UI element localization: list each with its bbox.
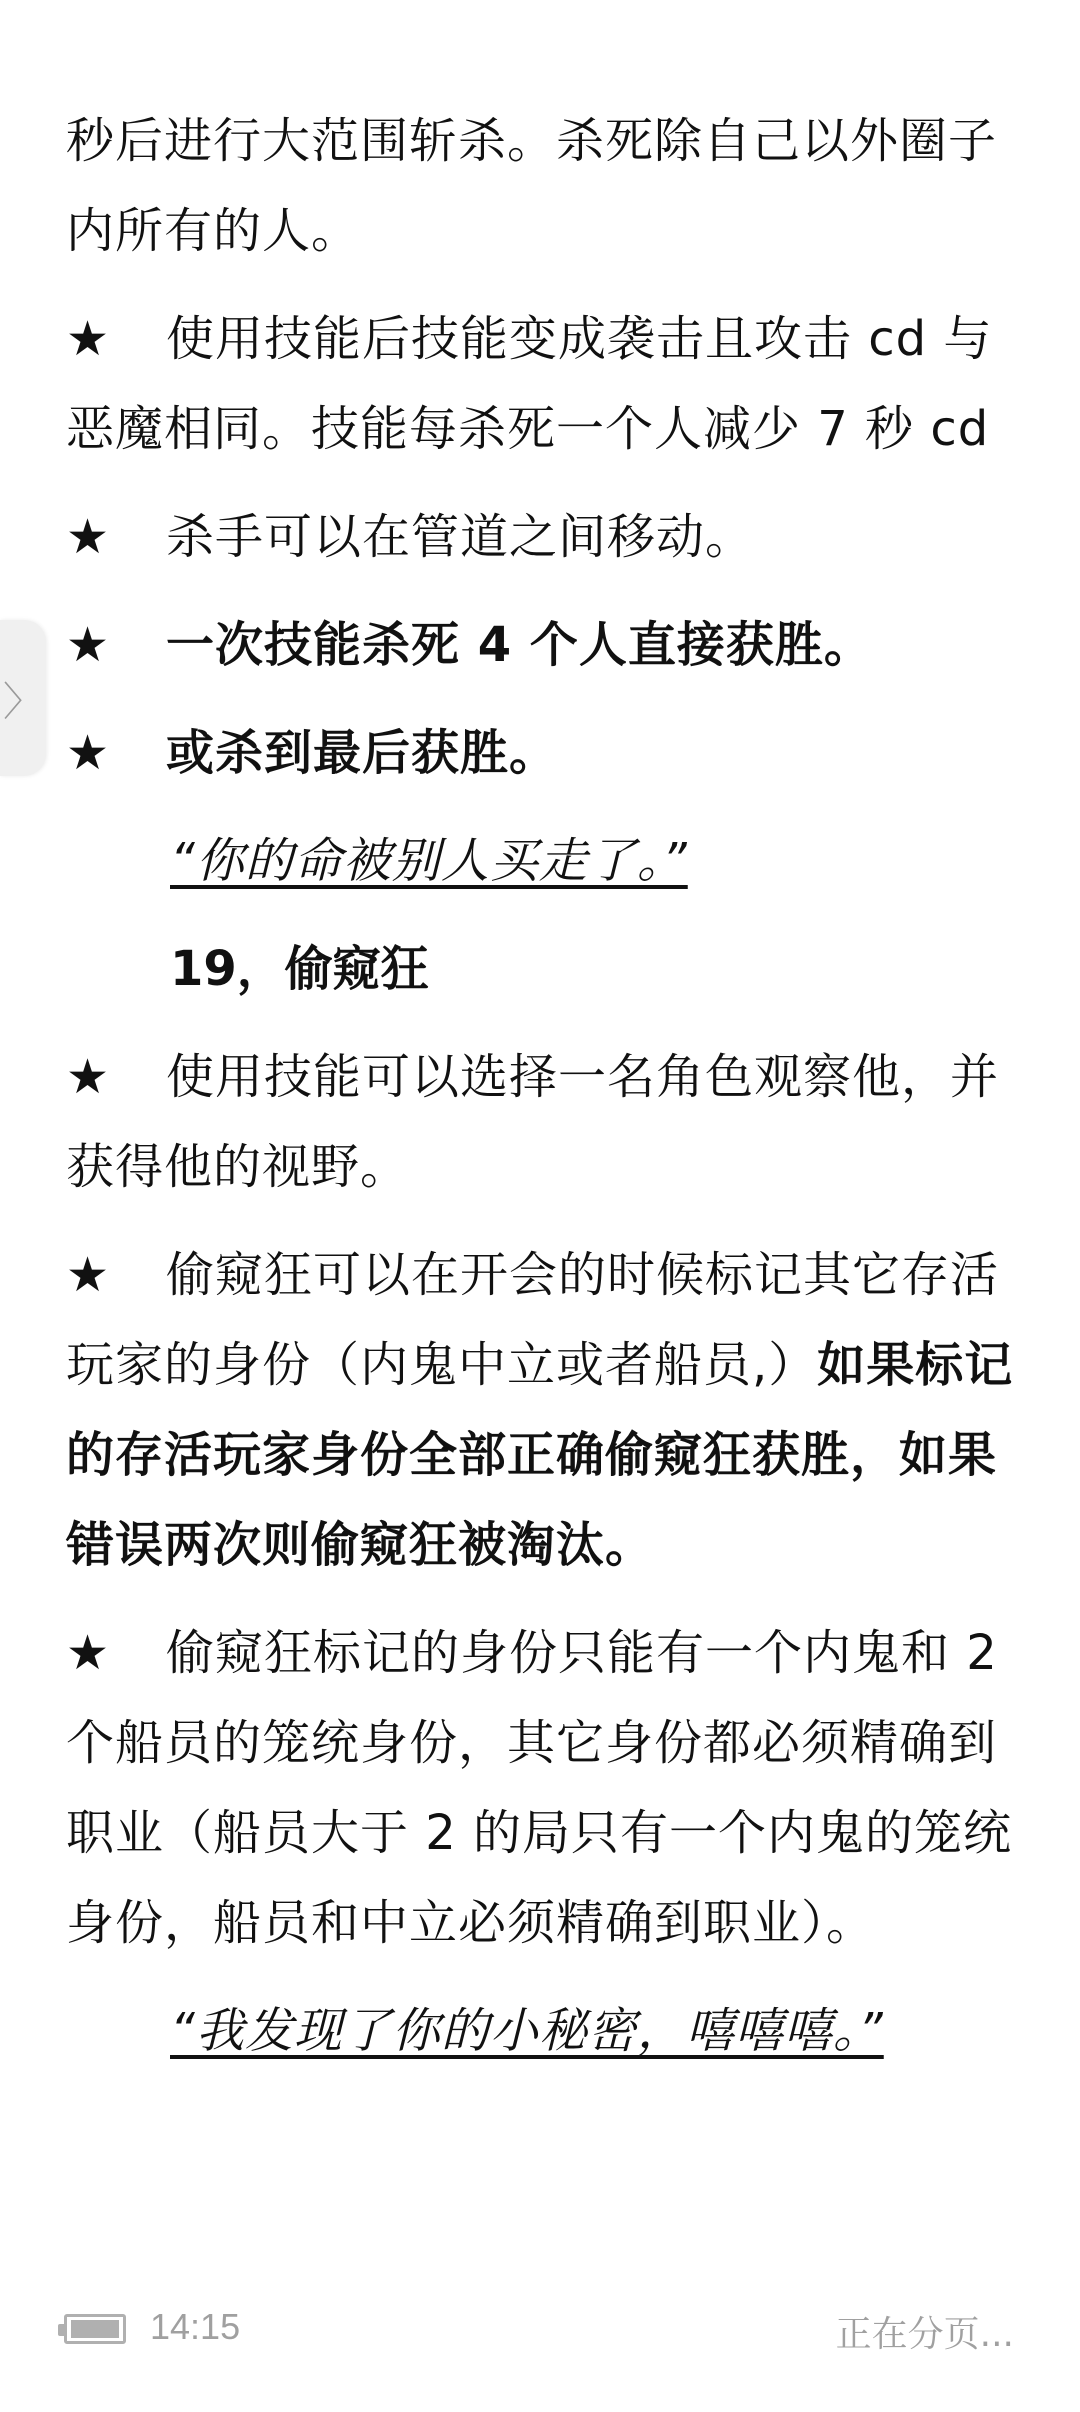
star-bullet-icon: ★ bbox=[66, 725, 111, 781]
section-heading: 19，偷窥狂 bbox=[170, 941, 429, 997]
list-item-text: 使用技能可以选择一名角色观察他，并获得他的视野。 bbox=[66, 1049, 1000, 1195]
chevron-right-icon: 〉 bbox=[3, 678, 43, 725]
list-item-text: 偷窥狂可以在开会的时候标记其它存活玩家的身份（内鬼中立或者船员,） bbox=[66, 1247, 1000, 1393]
list-item bbox=[66, 600, 1014, 690]
list-item bbox=[66, 294, 1014, 474]
star-bullet-icon: ★ bbox=[66, 1625, 111, 1681]
star-bullet-icon: ★ bbox=[66, 509, 111, 565]
list-item bbox=[66, 1230, 1014, 1590]
list-item bbox=[66, 492, 1014, 582]
quote-line: “你的命被别人买走了。” bbox=[170, 833, 688, 889]
star-bullet-icon: ★ bbox=[66, 617, 111, 673]
list-item-text: 杀手可以在管道之间移动。 bbox=[166, 509, 755, 565]
reader-footer bbox=[0, 2290, 1080, 2370]
star-bullet-icon: ★ bbox=[66, 311, 111, 367]
side-panel-tab[interactable] bbox=[0, 620, 46, 776]
list-item-text-bold: 如果标记的存活玩家身份全部正确偷窥狂获胜，如果错误两次则偷窥狂被淘汰。 bbox=[66, 1337, 1014, 1573]
list-item-text: 一次技能杀死 4 个人直接获胜。 bbox=[166, 617, 873, 673]
reader-content bbox=[66, 96, 1014, 2094]
list-item-text: 偷窥狂标记的身份只能有一个内鬼和 2 个船员的笼统身份，其它身份都必须精确到职业（船员大于 2 的局只有一个内鬼的笼统身份，船员和中立必须精确到职业）。 bbox=[66, 1625, 1013, 1951]
list-item bbox=[66, 708, 1014, 798]
list-item bbox=[66, 1608, 1014, 1968]
quote-line: “我发现了你的小秘密，嘻嘻嘻。” bbox=[170, 2003, 884, 2059]
list-item bbox=[66, 1032, 1014, 1212]
paragraph-continuation: 秒后进行大范围斩杀。杀死除自己以外圈子内所有的人。 bbox=[66, 113, 998, 259]
battery-nub bbox=[58, 2324, 64, 2336]
list-item-text: 或杀到最后获胜。 bbox=[166, 725, 559, 781]
star-bullet-icon: ★ bbox=[66, 1247, 111, 1303]
pagination-status: 正在分页... bbox=[835, 2314, 1014, 2355]
battery-fill bbox=[71, 2320, 119, 2338]
clock-time: 14:15 bbox=[150, 2306, 241, 2347]
star-bullet-icon: ★ bbox=[66, 1049, 111, 1105]
battery-icon bbox=[64, 2314, 126, 2344]
list-item-text: 使用技能后技能变成袭击且攻击 cd 与恶魔相同。技能每杀死一个人减少 7 秒 cd bbox=[66, 311, 993, 457]
